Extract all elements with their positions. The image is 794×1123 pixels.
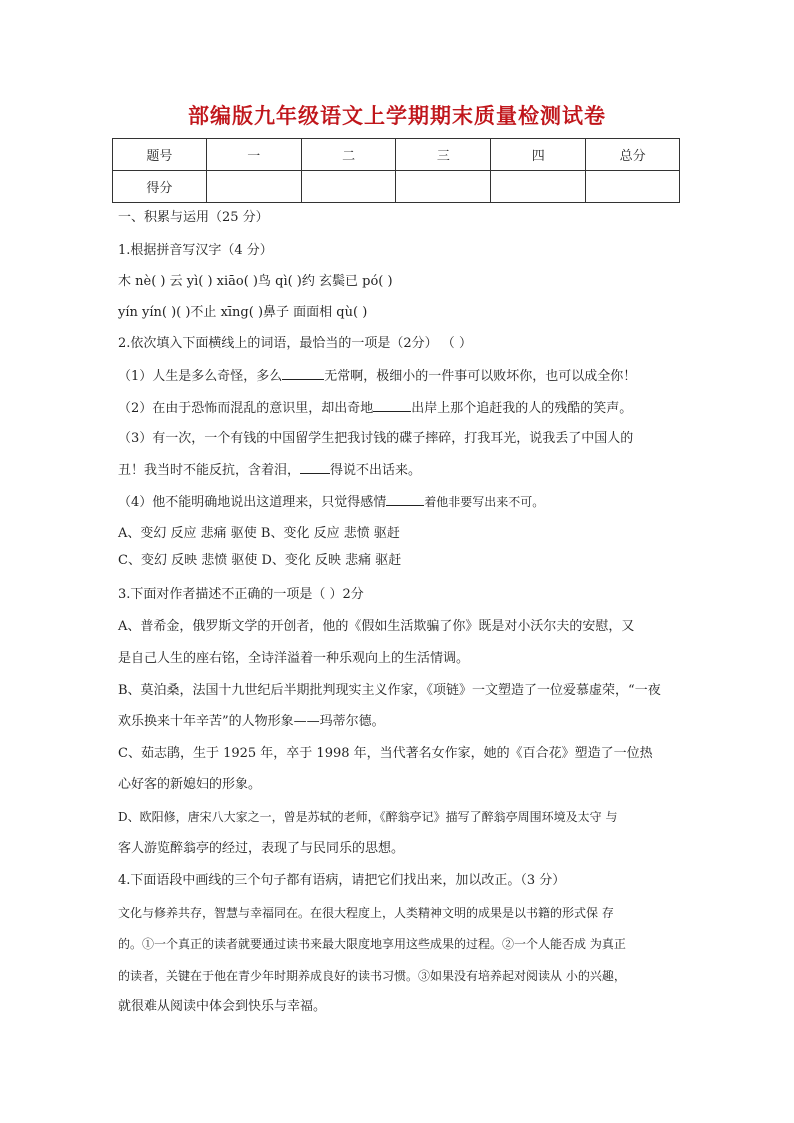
question-2-sentence-4 [118, 493, 698, 512]
score-cell[interactable] [491, 171, 586, 203]
header-cell: 总分 [586, 139, 680, 171]
score-table [112, 138, 680, 203]
sentence-text: （2）在由于恐怖而混乱的意识里，却出奇地 [118, 401, 374, 416]
fill-blank[interactable] [373, 399, 411, 412]
question-2-sentence-1 [118, 367, 698, 386]
sentence-text: 无常啊，极细小的一件事可以败坏你，也可以成全你！ [324, 369, 637, 384]
question-1-pinyin-row: yín yín( )( )不止 xīng( )鼻子 面面相 qù( ) [118, 305, 368, 320]
score-cell[interactable] [206, 171, 301, 203]
score-cell[interactable] [396, 171, 491, 203]
sentence-text: 丑！我当时不能反抗，含着泪， [118, 463, 301, 478]
score-row-label: 得分 [113, 171, 207, 203]
question-3-option-c: C、茹志鹃，生于 1925 年，卒于 1998 年，当代著名女作家，她的《百合花》塑造了一位热 [118, 746, 653, 761]
section-heading: 一、积累与运用（25 分） [118, 210, 269, 225]
score-cell[interactable] [301, 171, 396, 203]
question-4-passage-line: 的读者，关键在于他在青少年时期养成良好的读书习惯。③如果没有培养起对阅读从 小的兴趣， [118, 969, 626, 983]
question-4-passage-line: 文化与修养共存，智慧与幸福同在。在很大程度上，人类精神文明的成果是以书籍的形式保 存 [118, 906, 614, 920]
question-3-option-b: B、莫泊桑，法国十九世纪后半期批判现实主义作家，《项链》一文塑造了一位爱慕虚荣，“一夜 [118, 683, 661, 698]
score-table-header-row [113, 139, 680, 171]
header-cell: 四 [491, 139, 586, 171]
question-2-stem: 2.依次填入下面横线上的词语，最恰当的一项是（2分） （ ） [118, 336, 472, 351]
sentence-text: （4）他不能明确地说出这道理来，只觉得感情 [118, 495, 387, 510]
page-title: 部编版九年级语文上学期期末质量检测试卷 [188, 104, 606, 128]
question-3-option-a-cont: 是自己人生的座右铭，全诗洋溢着一种乐观向上的生活情调。 [118, 651, 470, 666]
question-1-pinyin-row: 木 nè( ) 云 yì( ) xiāo( )鸟 qì( )约 玄鬓已 pó( ) [118, 274, 393, 289]
header-cell: 一 [206, 139, 301, 171]
question-3-option-a: A、普希金，俄罗斯文学的开创者，他的《假如生活欺骗了你》既是对小沃尔夫的安慰，又 [118, 619, 635, 634]
question-2-sentence-3-cont [118, 461, 698, 480]
sentence-text: 出岸上那个追赶我的人的残酷的笑声。 [411, 401, 633, 416]
header-cell: 三 [396, 139, 491, 171]
sentence-text: 着他非要写出来不可。 [424, 495, 545, 509]
question-3-option-c-cont: 心好客的新媳妇的形象。 [118, 777, 262, 792]
question-3-option-b-cont: 欢乐换来十年辛苦”的人物形象——玛蒂尔德。 [118, 714, 385, 729]
question-2-options-ab: A、变幻 反应 悲痛 驱使 B、变化 反应 悲愤 驱赶 [118, 526, 400, 541]
fill-blank[interactable] [282, 367, 324, 380]
question-4-passage-line: 就很难从阅读中体会到快乐与幸福。 [118, 999, 327, 1014]
score-table-score-row [113, 171, 680, 203]
sentence-text: （1）人生是多么奇怪，多么 [118, 369, 283, 384]
question-3-option-d: D、欧阳修，唐宋八大家之一，曾是苏轼的老师，《醉翁亭记》描写了醉翁亭周围环境及太守 与 [118, 810, 618, 824]
question-3-stem: 3.下面对作者描述不正确的一项是（ ）2分 [118, 587, 364, 602]
sentence-text: 得说不出话来。 [330, 463, 422, 478]
question-4-passage-line: 的。①一个真正的读者就要通过读书来最大限度地享用这些成果的过程。②一个人能否成 为真正 [118, 937, 626, 951]
score-cell[interactable] [586, 171, 680, 203]
question-3-option-d-cont: 客人游览醉翁亭的经过，表现了与民同乐的思想。 [118, 841, 405, 856]
question-4-stem: 4.下面语段中画线的三个句子都有语病，请把它们找出来，加以改正。（3 分） [118, 873, 566, 888]
header-cell: 二 [301, 139, 396, 171]
question-2-sentence-3: （3）有一次，一个有钱的中国留学生把我讨钱的碟子摔碎，打我耳光，说我丢了中国人的 [118, 431, 634, 446]
header-cell: 题号 [113, 139, 207, 171]
question-2-sentence-2 [118, 399, 698, 418]
question-1-stem: 1.根据拼音写汉字（4 分） [118, 243, 273, 258]
fill-blank[interactable] [386, 493, 424, 506]
fill-blank[interactable] [300, 461, 330, 474]
question-2-options-cd: C、变幻 反映 悲愤 驱使 D、变化 反映 悲痛 驱赶 [118, 553, 402, 568]
